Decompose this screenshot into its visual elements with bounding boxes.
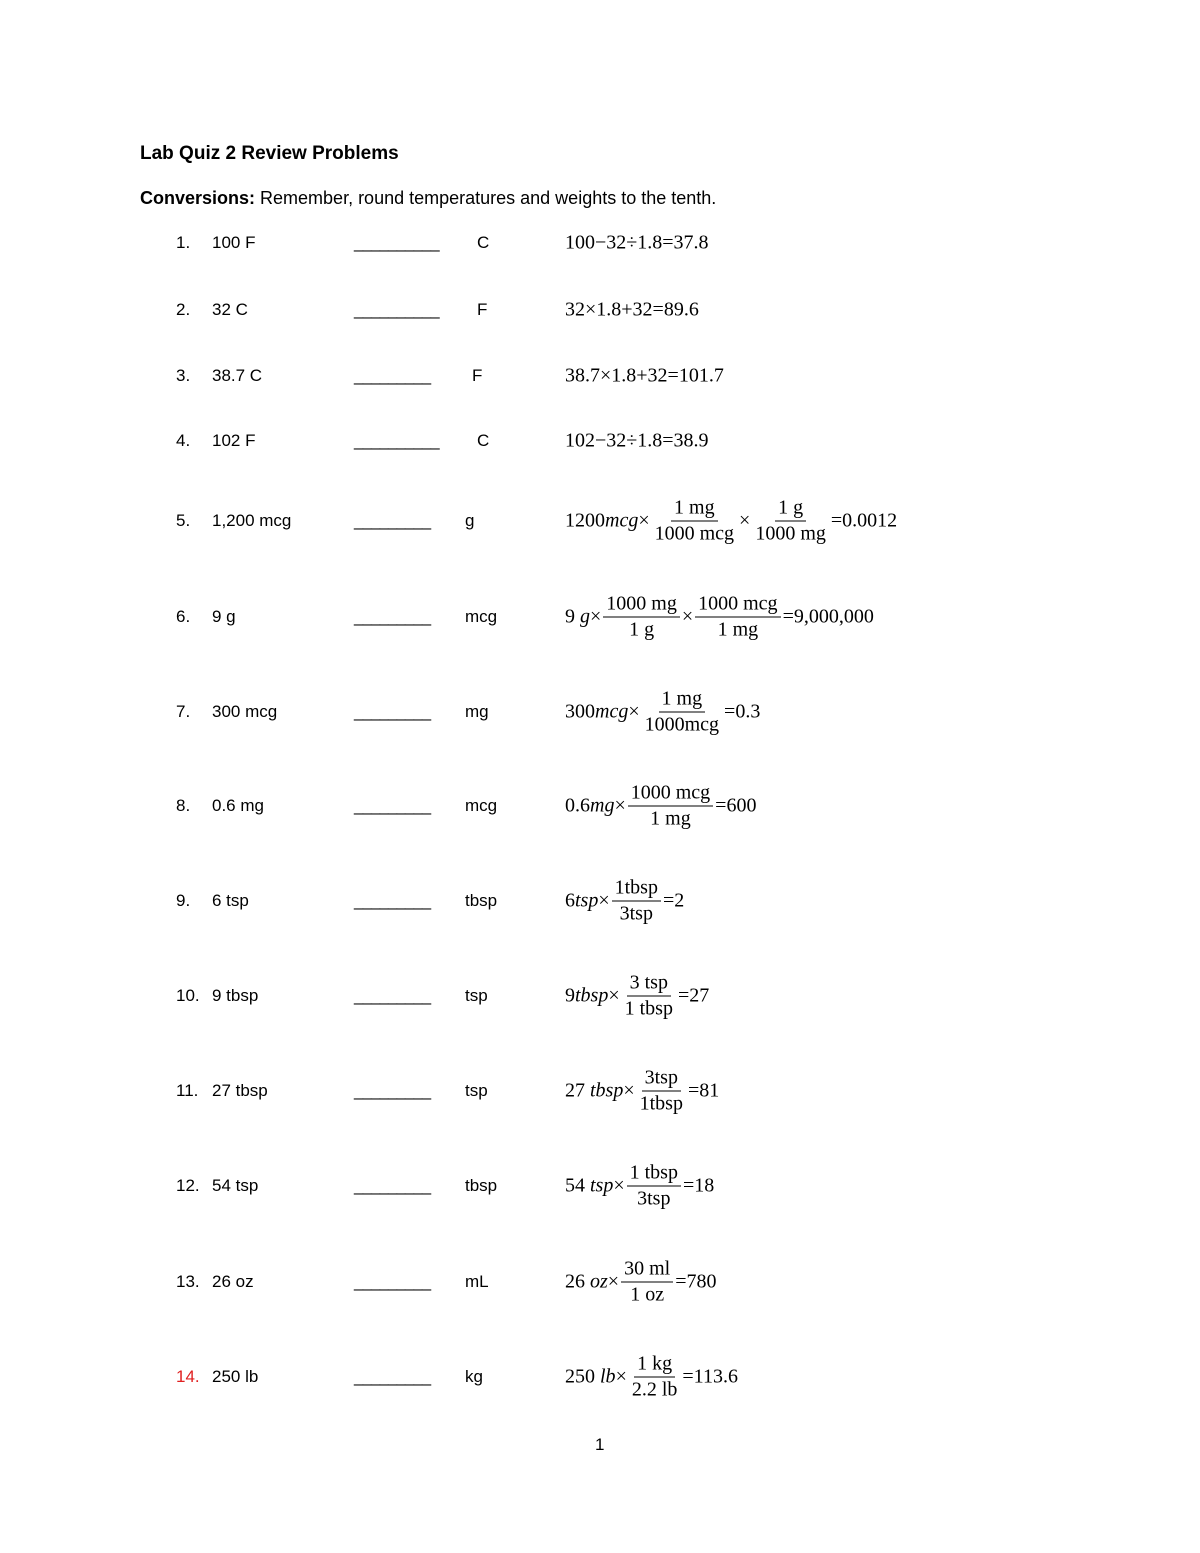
answer-blank: __________	[354, 431, 439, 450]
conversion-fraction	[629, 1353, 681, 1402]
instructions	[140, 188, 716, 209]
problem-number: 9.	[176, 891, 191, 910]
given-quantity: 6 tsp	[212, 891, 249, 910]
solution-equation	[565, 1258, 716, 1307]
fraction-numerator: 1tbsp	[612, 877, 661, 902]
given-quantity: 250 lb	[212, 1367, 259, 1386]
fraction-numerator: 1 g	[775, 497, 806, 522]
equation-text: ×	[615, 1365, 627, 1388]
equation-text: 32×1.8+32=89.6	[565, 298, 699, 321]
equation-unit: tbsp	[590, 1079, 624, 1102]
equation-text: 54	[565, 1174, 590, 1197]
answer-blank: _________	[354, 702, 431, 721]
conversion-fraction	[612, 877, 661, 926]
given-quantity: 1,200 mcg	[212, 511, 292, 530]
equation-text: ×	[598, 889, 610, 912]
equation-text: 27	[565, 1079, 590, 1102]
problem-number: 5.	[176, 511, 191, 530]
answer-blank: _________	[354, 796, 431, 815]
equation-text: =780	[675, 1270, 717, 1293]
answer-blank: _________	[354, 1176, 431, 1195]
solution-equation	[565, 365, 724, 388]
target-unit: mcg	[465, 607, 498, 626]
given-quantity: 9 tbsp	[212, 986, 259, 1005]
problem-number: 12.	[176, 1176, 200, 1195]
equation-text: =0.3	[724, 700, 761, 723]
problem-number: 10.	[176, 986, 200, 1005]
equation-text: 102−32÷1.8=38.9	[565, 429, 709, 452]
target-unit: tsp	[465, 986, 488, 1005]
equation-text: =0.0012	[830, 509, 898, 532]
fraction-denominator: 1000 mg	[755, 522, 826, 545]
solution-equation	[565, 1162, 714, 1211]
answer-blank: _________	[354, 607, 431, 626]
equation-unit: mcg	[595, 700, 629, 723]
problem-number: 4.	[176, 431, 191, 450]
fraction-numerator: 1000 mg	[603, 593, 680, 618]
answer-blank: _________	[354, 366, 431, 385]
answer-blank: _________	[354, 891, 431, 910]
fraction-numerator: 1000 mcg	[695, 593, 780, 618]
fraction-numerator: 3tsp	[642, 1067, 681, 1092]
equation-text: ×	[628, 700, 640, 723]
solution-equation	[565, 1353, 738, 1402]
target-unit: F	[472, 366, 483, 385]
equation-text: ×	[608, 984, 620, 1007]
problem-number: 11.	[176, 1081, 199, 1100]
target-unit: mL	[465, 1272, 489, 1291]
solution-equation	[565, 688, 760, 737]
solution-equation	[565, 782, 756, 831]
page-title: Lab Quiz 2 Review Problems	[140, 143, 399, 164]
equation-text: 0.6	[565, 794, 590, 817]
conversion-fraction	[628, 782, 713, 831]
solution-equation	[565, 497, 897, 546]
given-quantity: 0.6 mg	[212, 796, 264, 815]
equation-text: 250	[565, 1365, 600, 1388]
fraction-denominator: 1 g	[629, 618, 655, 641]
equation-text: ×	[590, 605, 602, 628]
fraction-denominator: 1tbsp	[639, 1092, 683, 1115]
problem-number: 3.	[176, 366, 191, 385]
problem-number: 8.	[176, 796, 191, 815]
problem-number: 1.	[176, 233, 191, 252]
fraction-denominator: 1 mg	[717, 618, 759, 641]
equation-text: 9	[565, 984, 575, 1007]
answer-blank: _________	[354, 1367, 431, 1386]
conversion-fraction	[603, 593, 680, 642]
equation-unit: tbsp	[575, 984, 609, 1007]
equation-text: =113.6	[682, 1365, 738, 1388]
target-unit: kg	[465, 1367, 483, 1386]
page-number: 1	[595, 1435, 605, 1454]
given-quantity: 100 F	[212, 233, 256, 252]
equation-text: ×	[681, 605, 694, 628]
equation-unit: oz	[590, 1270, 608, 1293]
target-unit: mcg	[465, 796, 498, 815]
given-quantity: 38.7 C	[212, 366, 263, 385]
solution-equation	[565, 972, 709, 1021]
answer-blank: _________	[354, 511, 431, 530]
equation-unit: mg	[590, 794, 615, 817]
equation-text: =2	[662, 889, 685, 912]
fraction-numerator: 1 mg	[671, 497, 718, 522]
equation-text: =27	[677, 984, 710, 1007]
equation-text: =9,000,000	[782, 605, 874, 628]
target-unit: tbsp	[465, 1176, 498, 1195]
conversion-fraction	[642, 688, 722, 737]
equation-text: 26	[565, 1270, 590, 1293]
answer-blank: _________	[354, 1081, 431, 1100]
answer-blank: _________	[354, 986, 431, 1005]
equation-text: 1200	[565, 509, 605, 532]
equation-unit: g	[580, 605, 590, 628]
solution-equation	[565, 299, 699, 322]
equation-text: ×	[638, 509, 650, 532]
target-unit: tbsp	[465, 891, 498, 910]
answer-blank: _________	[354, 1272, 431, 1291]
equation-unit: tsp	[575, 889, 599, 912]
equation-text: =18	[682, 1174, 715, 1197]
instructions-text: Remember, round temperatures and weights to the tenth.	[255, 188, 717, 208]
conversion-fraction	[752, 497, 829, 546]
fraction-numerator: 1000 mcg	[628, 782, 713, 807]
fraction-denominator: 2.2 lb	[631, 1378, 678, 1401]
conversion-fraction	[637, 1067, 686, 1116]
fraction-denominator: 3tsp	[619, 902, 653, 925]
given-quantity: 27 tbsp	[212, 1081, 268, 1100]
fraction-numerator: 1 kg	[634, 1353, 675, 1378]
equation-text: ×	[614, 794, 626, 817]
given-quantity: 300 mcg	[212, 702, 278, 721]
solution-equation	[565, 430, 709, 453]
target-unit: C	[477, 233, 490, 252]
solution-equation	[565, 593, 874, 642]
equation-text: =81	[687, 1079, 720, 1102]
fraction-denominator: 1 tbsp	[624, 997, 673, 1020]
given-quantity: 32 C	[212, 300, 248, 319]
given-quantity: 9 g	[212, 607, 236, 626]
fraction-numerator: 1 tbsp	[627, 1162, 681, 1187]
solution-equation	[565, 877, 684, 926]
equation-text: ×	[613, 1174, 625, 1197]
fraction-denominator: 3tsp	[637, 1187, 671, 1210]
equation-unit: tsp	[590, 1174, 614, 1197]
equation-text: 300	[565, 700, 595, 723]
fraction-numerator: 30 ml	[621, 1258, 673, 1283]
problem-number: 7.	[176, 702, 191, 721]
equation-text: 38.7×1.8+32=101.7	[565, 364, 724, 387]
conversion-fraction	[622, 972, 676, 1021]
fraction-numerator: 1 mg	[659, 688, 706, 713]
target-unit: C	[477, 431, 490, 450]
target-unit: tsp	[465, 1081, 488, 1100]
target-unit: mg	[465, 702, 489, 721]
instructions-label: Conversions:	[140, 188, 256, 208]
fraction-denominator: 1 mg	[650, 807, 691, 830]
target-unit: g	[465, 511, 475, 530]
fraction-denominator: 1000 mcg	[654, 522, 735, 545]
fraction-numerator: 3 tsp	[627, 972, 671, 997]
conversion-fraction	[695, 593, 780, 642]
given-quantity: 102 F	[212, 431, 256, 450]
fraction-denominator: 1000mcg	[644, 713, 720, 736]
solution-equation	[565, 232, 709, 255]
equation-text: 6	[565, 889, 575, 912]
target-unit: F	[477, 300, 488, 319]
problem-number: 6.	[176, 607, 191, 626]
given-quantity: 26 oz	[212, 1272, 254, 1291]
equation-text: 9	[565, 605, 580, 628]
problem-number: 13.	[176, 1272, 200, 1291]
fraction-denominator: 1 oz	[630, 1283, 665, 1306]
equation-text: ×	[739, 509, 751, 532]
conversion-fraction	[621, 1258, 673, 1307]
problem-number: 14.	[176, 1367, 200, 1386]
equation-text: ×	[623, 1079, 635, 1102]
equation-text: 100−32÷1.8=37.8	[565, 231, 709, 254]
equation-unit: lb	[600, 1365, 616, 1388]
equation-unit: mcg	[605, 509, 639, 532]
equation-text: =600	[715, 794, 757, 817]
equation-text: ×	[607, 1270, 620, 1293]
answer-blank: __________	[354, 233, 439, 252]
problem-number: 2.	[176, 300, 191, 319]
solution-equation	[565, 1067, 719, 1116]
conversion-fraction	[627, 1162, 681, 1211]
conversion-fraction	[652, 497, 737, 546]
answer-blank: __________	[354, 300, 439, 319]
given-quantity: 54 tsp	[212, 1176, 259, 1195]
